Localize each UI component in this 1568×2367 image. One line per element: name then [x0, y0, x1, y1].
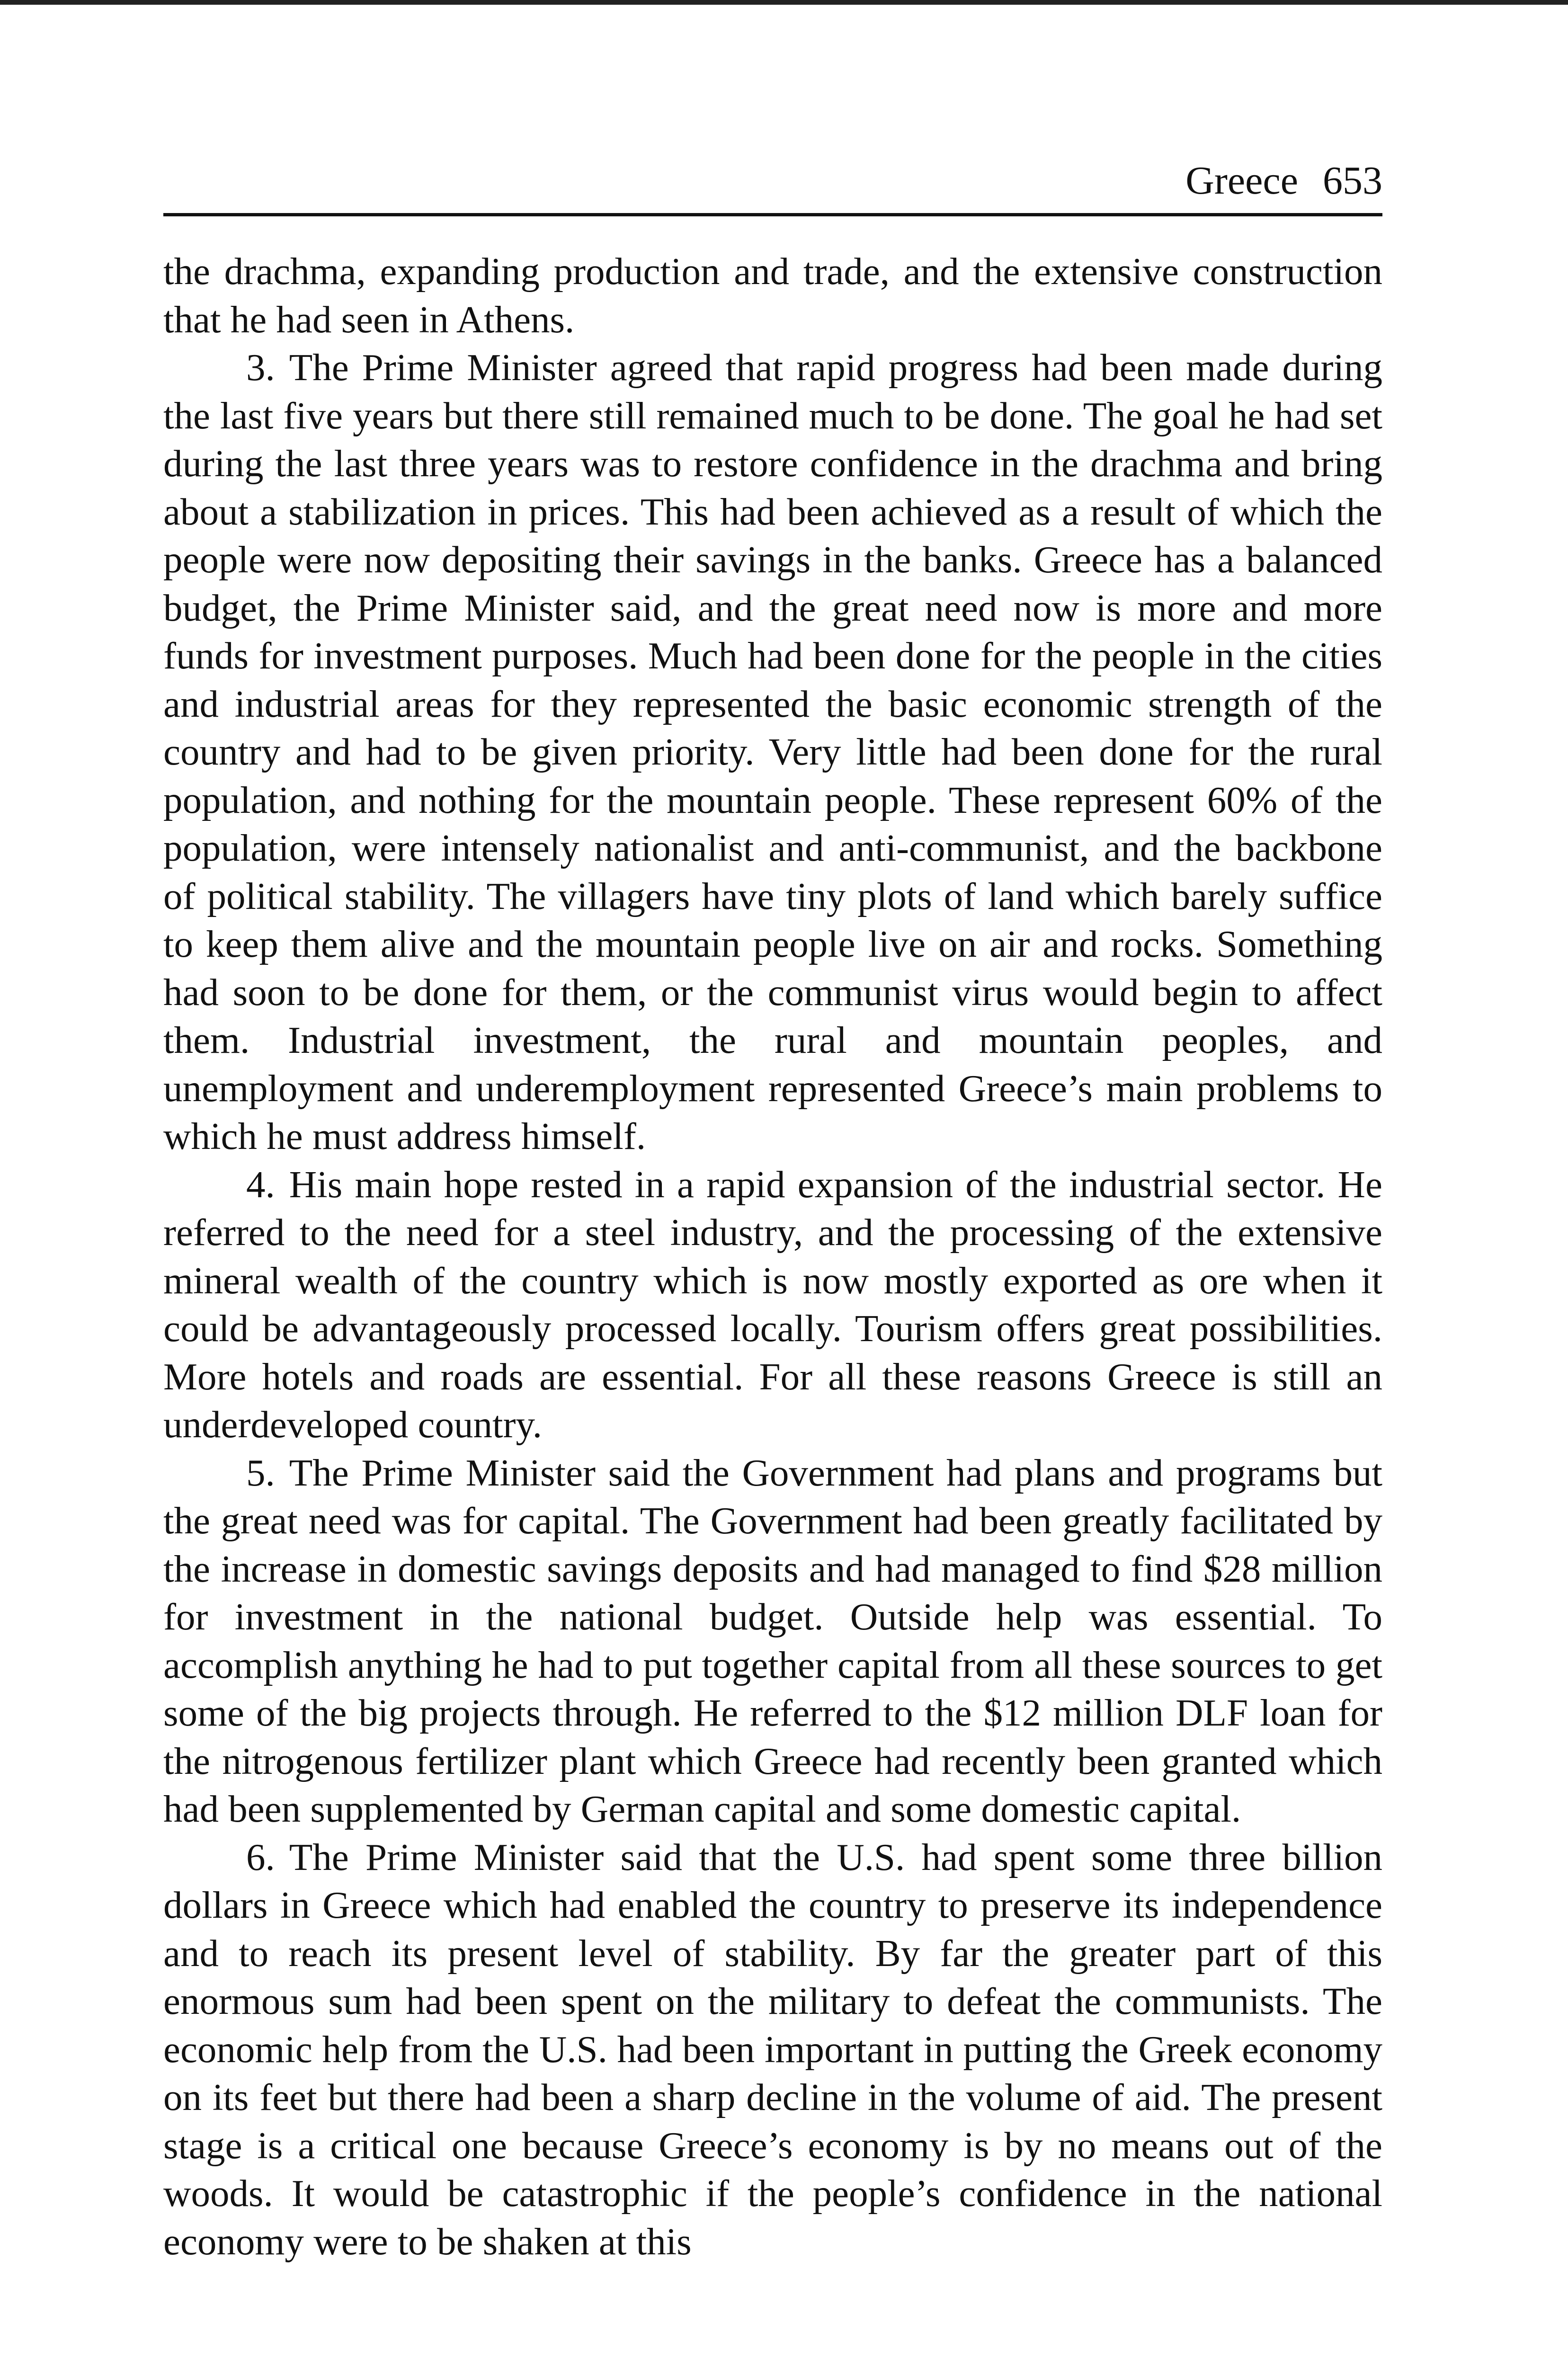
header-rule	[163, 213, 1382, 216]
scan-edge	[0, 0, 1568, 5]
paragraph-text: The Prime Minister agreed that rapid progress had been made during the last five years but there still remained much to be done. The goal he had set during the last three years was to restore confidence in the drachma and bring about a stabilization in prices. This had been achieved as a result of which the people were now depositing their savings in the banks. Greece has a balanced budget, the Prime Minister said, and the great need now is more and more funds for investment purposes. Much had been done for the people in the cities and industrial areas for they represented the basic economic strength of the country and had to be given priority. Very little had been done for the rural population, and nothing for the mountain people. These represent 60% of the population, were intensely nationalist and anti-communist, and the backbone of political stability. The villagers have tiny plots of land which barely suffice to keep them alive and the mountain people live on air and rocks. Something had soon to be done for them, or the communist virus would begin to affect them. Industrial investment, the rural and mountain peoples, and unemployment and underemployment represented Greece’s main problems to which he must address himself.	[163, 346, 1382, 1157]
paragraph-number: 3.	[246, 346, 275, 389]
paragraph-text: The Prime Minister said that the U.S. had spent some three billion dollars in Greece which had enabled the country to preserve its independence and to reach its present level of stability. By far the greater part of this enormous sum had been spent on the military to defeat the communists. The economic help from the U.S. had been important in putting the Greek economy on its feet but there had been a sharp decline in the volume of aid. The present stage is a critical one because Greece’s economy is by no means out of the woods. It would be catastrophic if the people’s confidence in the national economy were to be shaken at this	[163, 1835, 1382, 2263]
paragraph-continued	[163, 248, 1382, 344]
running-head-title: Greece	[1185, 159, 1298, 203]
paragraph-text: The Prime Minister said the Government had plans and programs but the great need was for capital. The Government had been greatly facilitated by the increase in domestic savings deposits and had managed to find $28 million for investment in the national budget. Outside help was essential. To accomplish anything he had to put together capital from all these sources to get some of the big projects through. He referred to the $12 million DLF loan for the nitrogenous fertilizer plant which Greece had recently been granted which had been supplemented by German capital and some domestic capital.	[163, 1451, 1382, 1830]
running-head	[163, 161, 1382, 213]
paragraph-5	[163, 1449, 1382, 1833]
paragraph-3	[163, 344, 1382, 1161]
paragraph-text: the drachma, expanding production and trade, and the extensive construction that he had seen in Athens.	[163, 250, 1382, 341]
page-number: 653	[1323, 159, 1382, 203]
paragraph-number: 4.	[246, 1163, 275, 1206]
paragraph-6	[163, 1833, 1382, 2266]
document-page	[163, 161, 1382, 2266]
paragraph-text: His main hope rested in a rapid expansion of the industrial sector. He referred to the need for a steel industry, and the processing of the extensive mineral wealth of the country which is now mostly exported as ore when it could be advantageously processed locally. Tourism offers great possibilities. More hotels and roads are essential. For all these reasons Greece is still an underdeveloped country.	[163, 1163, 1382, 1446]
body-text	[163, 248, 1382, 2266]
paragraph-4	[163, 1161, 1382, 1449]
paragraph-number: 6.	[246, 1835, 275, 1878]
paragraph-number: 5.	[246, 1451, 275, 1494]
